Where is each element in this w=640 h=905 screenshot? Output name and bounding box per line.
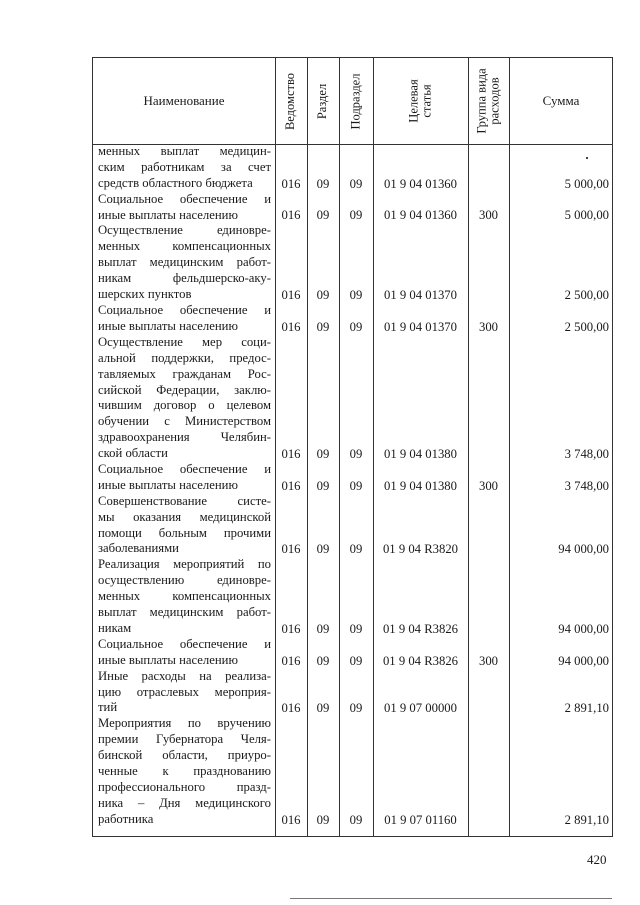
cell-razdel: 09 [316, 542, 330, 557]
row-name [98, 192, 271, 224]
cell-gruppa-vida: 300 [478, 653, 499, 668]
cell-celevaya-statya: 01 9 04 01370 [384, 319, 457, 334]
cell-gruppa-vida: 300 [478, 208, 499, 223]
cell-vedomstvo: 016 [281, 478, 301, 493]
cell-razdel: 09 [316, 208, 330, 223]
cell-celevaya-statya: 01 9 04 R3826 [382, 653, 459, 668]
cell-podrazdel: 09 [349, 653, 363, 668]
header-celevaya-statya: Целевая статья [406, 79, 434, 123]
header-gruppa-vida-rashodov: Группа вида расходов [474, 68, 502, 134]
row-name-line: чившим договор о целевом [98, 398, 271, 413]
cell-vedomstvo: 016 [281, 446, 301, 461]
row-name-line: Мероприятия по вручению [98, 716, 271, 731]
budget-table [92, 57, 613, 837]
cell-gruppa-vida: 300 [478, 319, 499, 334]
cell-vedomstvo: 016 [281, 621, 301, 636]
row-name-line: тавляемых гражданам Рос- [98, 366, 271, 381]
row-name-line: осуществлению единовре- [98, 573, 271, 588]
table-row [93, 462, 612, 494]
row-name-line: Иные расходы на реализа- [98, 668, 271, 683]
table-row [93, 637, 612, 669]
table-row [93, 192, 612, 224]
row-name-line: ской области [98, 446, 168, 461]
table-row [93, 669, 612, 717]
cell-razdel: 09 [316, 653, 330, 668]
row-name-line: тий [98, 700, 118, 715]
row-name-line: иные выплаты населению [98, 318, 238, 333]
stray-mark [586, 157, 588, 159]
header-podrazdel: Подраздел [348, 73, 363, 129]
cell-summa: 2 500,00 [564, 319, 609, 334]
page-number: 420 [587, 852, 607, 867]
cell-vedomstvo: 016 [281, 653, 301, 668]
header-name: Наименование [143, 93, 225, 108]
row-name [98, 335, 271, 462]
cell-vedomstvo: 016 [281, 701, 301, 716]
row-name-line: Совершенствование систе- [98, 493, 271, 508]
cell-celevaya-statya: 01 9 04 01380 [384, 478, 457, 493]
cell-podrazdel: 09 [349, 446, 363, 461]
row-name [98, 144, 271, 192]
table-row [93, 494, 612, 558]
table-body [93, 144, 612, 828]
cell-summa: 3 748,00 [564, 446, 609, 461]
row-name-line: премии Губернатора Челя- [98, 732, 271, 747]
row-name-line: выплат медицинским работ- [98, 605, 271, 620]
cell-summa: 2 500,00 [564, 287, 609, 302]
row-name-line: сийской Федерации, заклю- [98, 382, 271, 397]
cell-vedomstvo: 016 [281, 208, 301, 223]
cell-celevaya-statya: 01 9 04 R3826 [382, 621, 459, 636]
header-vedomstvo: Ведомство [283, 72, 298, 130]
cell-celevaya-statya: 01 9 04 01360 [384, 176, 457, 191]
row-name-line: иные выплаты населению [98, 207, 238, 222]
cell-celevaya-statya: 01 9 04 01360 [384, 208, 457, 223]
row-name-line: работника [98, 811, 154, 826]
cell-razdel: 09 [316, 446, 330, 461]
header-summa: Сумма [542, 93, 580, 108]
row-name-line: никам [98, 620, 132, 635]
cell-razdel: 09 [316, 812, 330, 827]
row-name-line: Осуществление мер соци- [98, 334, 271, 349]
cell-vedomstvo: 016 [281, 812, 301, 827]
table-row [93, 303, 612, 335]
cell-podrazdel: 09 [349, 319, 363, 334]
row-name-line: выплат медицинским работ- [98, 255, 271, 270]
row-name [98, 669, 271, 717]
row-name-line: бинской области, приуро- [98, 748, 271, 763]
cell-celevaya-statya: 01 9 04 01370 [384, 287, 457, 302]
cell-podrazdel: 09 [349, 812, 363, 827]
cell-podrazdel: 09 [349, 478, 363, 493]
row-name-line: Реализация мероприятий по [98, 557, 271, 572]
row-name-line: Социальное обеспечение и [98, 191, 271, 206]
cell-razdel: 09 [316, 176, 330, 191]
row-name-line: цию отраслевых мероприя- [98, 684, 271, 699]
cell-summa: 5 000,00 [564, 208, 609, 223]
row-name-line: средств областного бюджета [98, 175, 253, 190]
cell-summa: 94 000,00 [558, 621, 609, 636]
cell-summa: 94 000,00 [558, 542, 609, 557]
row-name [98, 716, 271, 827]
row-name [98, 223, 271, 303]
cell-podrazdel: 09 [349, 208, 363, 223]
cell-summa: 94 000,00 [558, 653, 609, 668]
cell-vedomstvo: 016 [281, 176, 301, 191]
cell-summa: 3 748,00 [564, 478, 609, 493]
table-row [93, 335, 612, 462]
row-name-line: здравоохранения Челябин- [98, 430, 271, 445]
row-name-line: помощи больным прочими [98, 525, 271, 540]
row-name [98, 637, 271, 669]
cell-summa: 2 891,10 [564, 812, 609, 827]
table-header [93, 58, 612, 145]
header-razdel: Раздел [315, 83, 330, 119]
row-name-line: иные выплаты населению [98, 652, 238, 667]
row-name-line: Социальное обеспечение и [98, 461, 271, 476]
row-name-line: никам фельдшерско-аку- [98, 271, 271, 286]
table-row [93, 557, 612, 637]
row-name [98, 303, 271, 335]
row-name-line: менных компенсационных [98, 589, 271, 604]
cell-podrazdel: 09 [349, 176, 363, 191]
row-name-line: Осуществление единовре- [98, 223, 271, 238]
table-row [93, 716, 612, 827]
cell-podrazdel: 09 [349, 621, 363, 636]
cell-celevaya-statya: 01 9 04 R3820 [382, 542, 459, 557]
row-name-line: менных выплат медицин- [98, 144, 271, 158]
table-row [93, 223, 612, 303]
cell-celevaya-statya: 01 9 04 01380 [384, 446, 457, 461]
cell-summa: 5 000,00 [564, 176, 609, 191]
row-name-line: альной поддержки, предос- [98, 350, 271, 365]
row-name-line: шерских пунктов [98, 287, 192, 302]
cell-razdel: 09 [316, 478, 330, 493]
cell-razdel: 09 [316, 701, 330, 716]
cell-podrazdel: 09 [349, 287, 363, 302]
cell-celevaya-statya: 01 9 07 00000 [384, 701, 457, 716]
table-row [93, 144, 612, 192]
row-name-line: ченные к празднованию [98, 764, 271, 779]
row-name-line: менных компенсационных [98, 239, 271, 254]
row-name [98, 494, 271, 558]
cell-vedomstvo: 016 [281, 319, 301, 334]
row-name-line: Социальное обеспечение и [98, 636, 271, 651]
row-name-line: заболеваниями [98, 541, 179, 556]
row-name-line: Социальное обеспечение и [98, 302, 271, 317]
row-name [98, 462, 271, 494]
cell-podrazdel: 09 [349, 701, 363, 716]
cell-razdel: 09 [316, 621, 330, 636]
cell-celevaya-statya: 01 9 07 01160 [384, 812, 457, 827]
cell-vedomstvo: 016 [281, 287, 301, 302]
row-name-line: ника – Дня медицинского [98, 795, 271, 810]
row-name-line: обучении с Министерством [98, 414, 271, 429]
footer-rule [290, 898, 612, 899]
cell-razdel: 09 [316, 287, 330, 302]
cell-podrazdel: 09 [349, 542, 363, 557]
row-name-line: профессионального празд- [98, 779, 271, 794]
cell-razdel: 09 [316, 319, 330, 334]
cell-vedomstvo: 016 [281, 542, 301, 557]
row-name-line: иные выплаты населению [98, 477, 238, 492]
cell-gruppa-vida: 300 [478, 478, 499, 493]
row-name-line: ским работникам за счет [98, 159, 271, 174]
row-name [98, 557, 271, 637]
row-name-line: мы оказания медицинской [98, 509, 271, 524]
cell-summa: 2 891,10 [564, 701, 609, 716]
